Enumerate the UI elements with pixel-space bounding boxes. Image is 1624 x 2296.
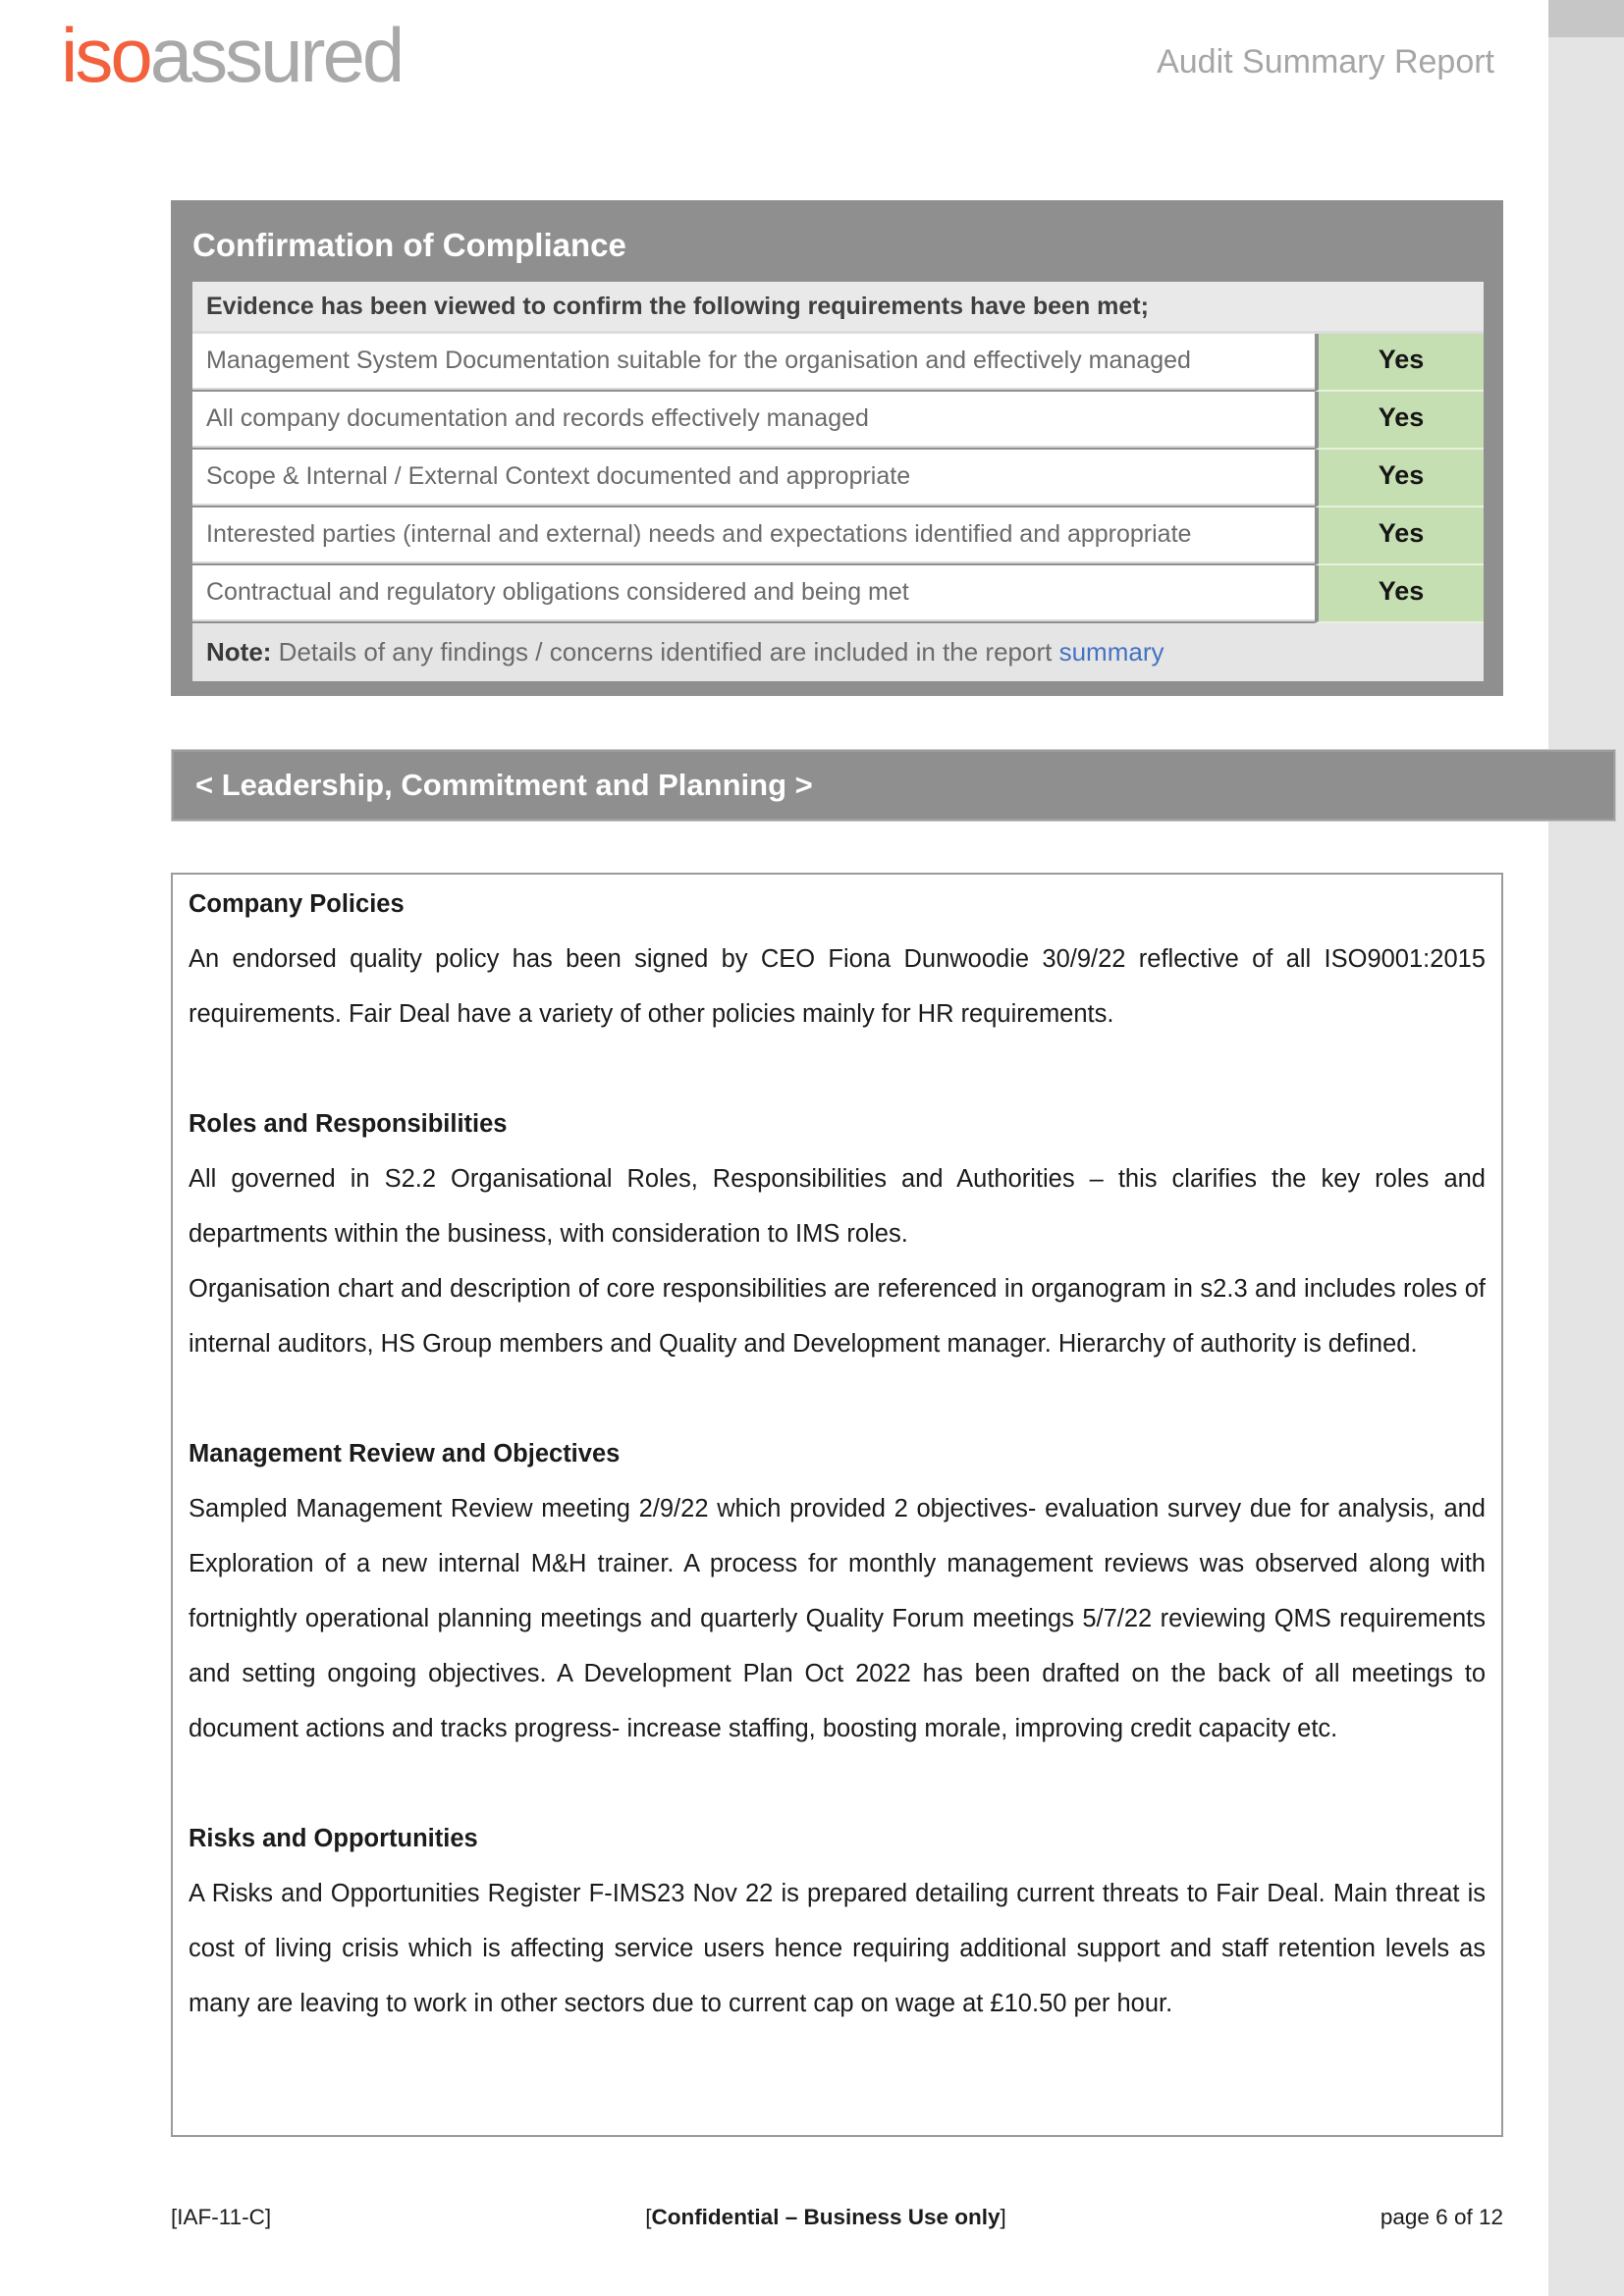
logo-assured-part: assured — [149, 12, 403, 98]
paragraph: Organisation chart and description of core responsibilities are referenced in organogram in s2.3 and includes roles of internal auditors, HS Group members and Quality and Development manager. Hierarchy of authority is defined. — [189, 1275, 1486, 1358]
blank-line — [189, 1371, 1486, 1426]
table-row — [192, 450, 1484, 507]
paragraph: Sampled Management Review meeting 2/9/22 which provided 2 objectives- evaluation survey due for analysis, and Exploration of a new internal M&H trainer. A process for monthly management reviews was observed along with fortnightly operational planning meetings and quarterly Quality Forum meetings 5/7/22 reviewing QMS requirements and setting ongoing objectives. A Development Plan Oct 2022 has been drafted on the back of all meetings to document actions and tracks progress- increase staffing, boosting morale, improving credit capacity etc. — [189, 1495, 1486, 1742]
paragraph: All governed in S2.2 Organisational Roles, Responsibilities and Authorities – this clarifies the key roles and departments within the business, with consideration to IMS roles. — [189, 1165, 1486, 1248]
requirement-status: Yes — [1315, 334, 1484, 392]
table-row — [192, 565, 1484, 623]
logo-iso-part: iso — [61, 12, 150, 98]
footer-confidential-text: Confidential – Business Use only — [651, 2205, 1001, 2229]
summary-link[interactable]: summary — [1058, 637, 1164, 667]
requirement-label: Interested parties (internal and external) needs and expectations identified and appropriate — [192, 507, 1315, 563]
requirement-label: Scope & Internal / External Context documented and appropriate — [192, 450, 1315, 506]
section-heading-management-review: Management Review and Objectives — [189, 1440, 621, 1468]
requirement-label: Management System Documentation suitable for the organisation and effectively managed — [192, 334, 1315, 390]
requirement-status: Yes — [1315, 450, 1484, 507]
report-title: Audit Summary Report — [1157, 43, 1494, 80]
blank-line — [189, 1041, 1486, 1096]
footer-bracket-close: ] — [1000, 2205, 1006, 2229]
page-edge-strip — [1548, 0, 1624, 2296]
footer-bracket-open: [ — [645, 2205, 652, 2229]
table-row — [192, 392, 1484, 450]
compliance-table-header: Evidence has been viewed to confirm the following requirements have been met; — [192, 282, 1484, 334]
footer-page-number: page 6 of 12 — [1380, 2205, 1503, 2229]
paragraph: An endorsed quality policy has been signed by CEO Fiona Dunwoodie 30/9/22 reflective of all ISO9001:2015 requirements. Fair Deal have a variety of other policies mainly for HR requirements. — [189, 945, 1486, 1028]
isoassured-logo — [61, 14, 402, 96]
requirement-label: All company documentation and records effectively managed — [192, 392, 1315, 448]
section-heading-risks-opportunities: Risks and Opportunities — [189, 1825, 478, 1852]
section-heading-roles-responsibilities: Roles and Responsibilities — [189, 1110, 508, 1138]
confirmation-of-compliance-box — [171, 200, 1503, 696]
leadership-content-box — [171, 873, 1503, 2137]
compliance-table — [192, 282, 1484, 681]
note-label: Note: — [206, 637, 272, 667]
table-row — [192, 507, 1484, 565]
paragraph: A Risks and Opportunities Register F-IMS23 Nov 22 is prepared detailing current threats to Fair Deal. Main threat is cost of living crisis which is affecting service users hence requiring additional support and staff retention levels as many are leaving to work in other sectors due to current cap on wage at £10.50 per hour. — [189, 1880, 1486, 2017]
requirement-status: Yes — [1315, 507, 1484, 565]
footer-doc-code: [IAF-11-C] — [171, 2205, 272, 2229]
compliance-note-row — [192, 623, 1484, 681]
footer-confidential — [645, 2205, 1006, 2230]
section-banner-leadership: < Leadership, Commitment and Planning > — [171, 749, 1616, 822]
compliance-box-title: Confirmation of Compliance — [192, 227, 626, 263]
requirement-status: Yes — [1315, 392, 1484, 450]
section-heading-company-policies: Company Policies — [189, 890, 405, 918]
blank-line — [189, 1756, 1486, 1811]
requirement-label: Contractual and regulatory obligations considered and being met — [192, 565, 1315, 621]
requirement-status: Yes — [1315, 565, 1484, 623]
page-footer — [171, 2205, 1503, 2230]
page-edge-strip-top — [1548, 0, 1624, 37]
note-text: Details of any findings / concerns identified are included in the report — [271, 637, 1059, 667]
table-row — [192, 334, 1484, 392]
